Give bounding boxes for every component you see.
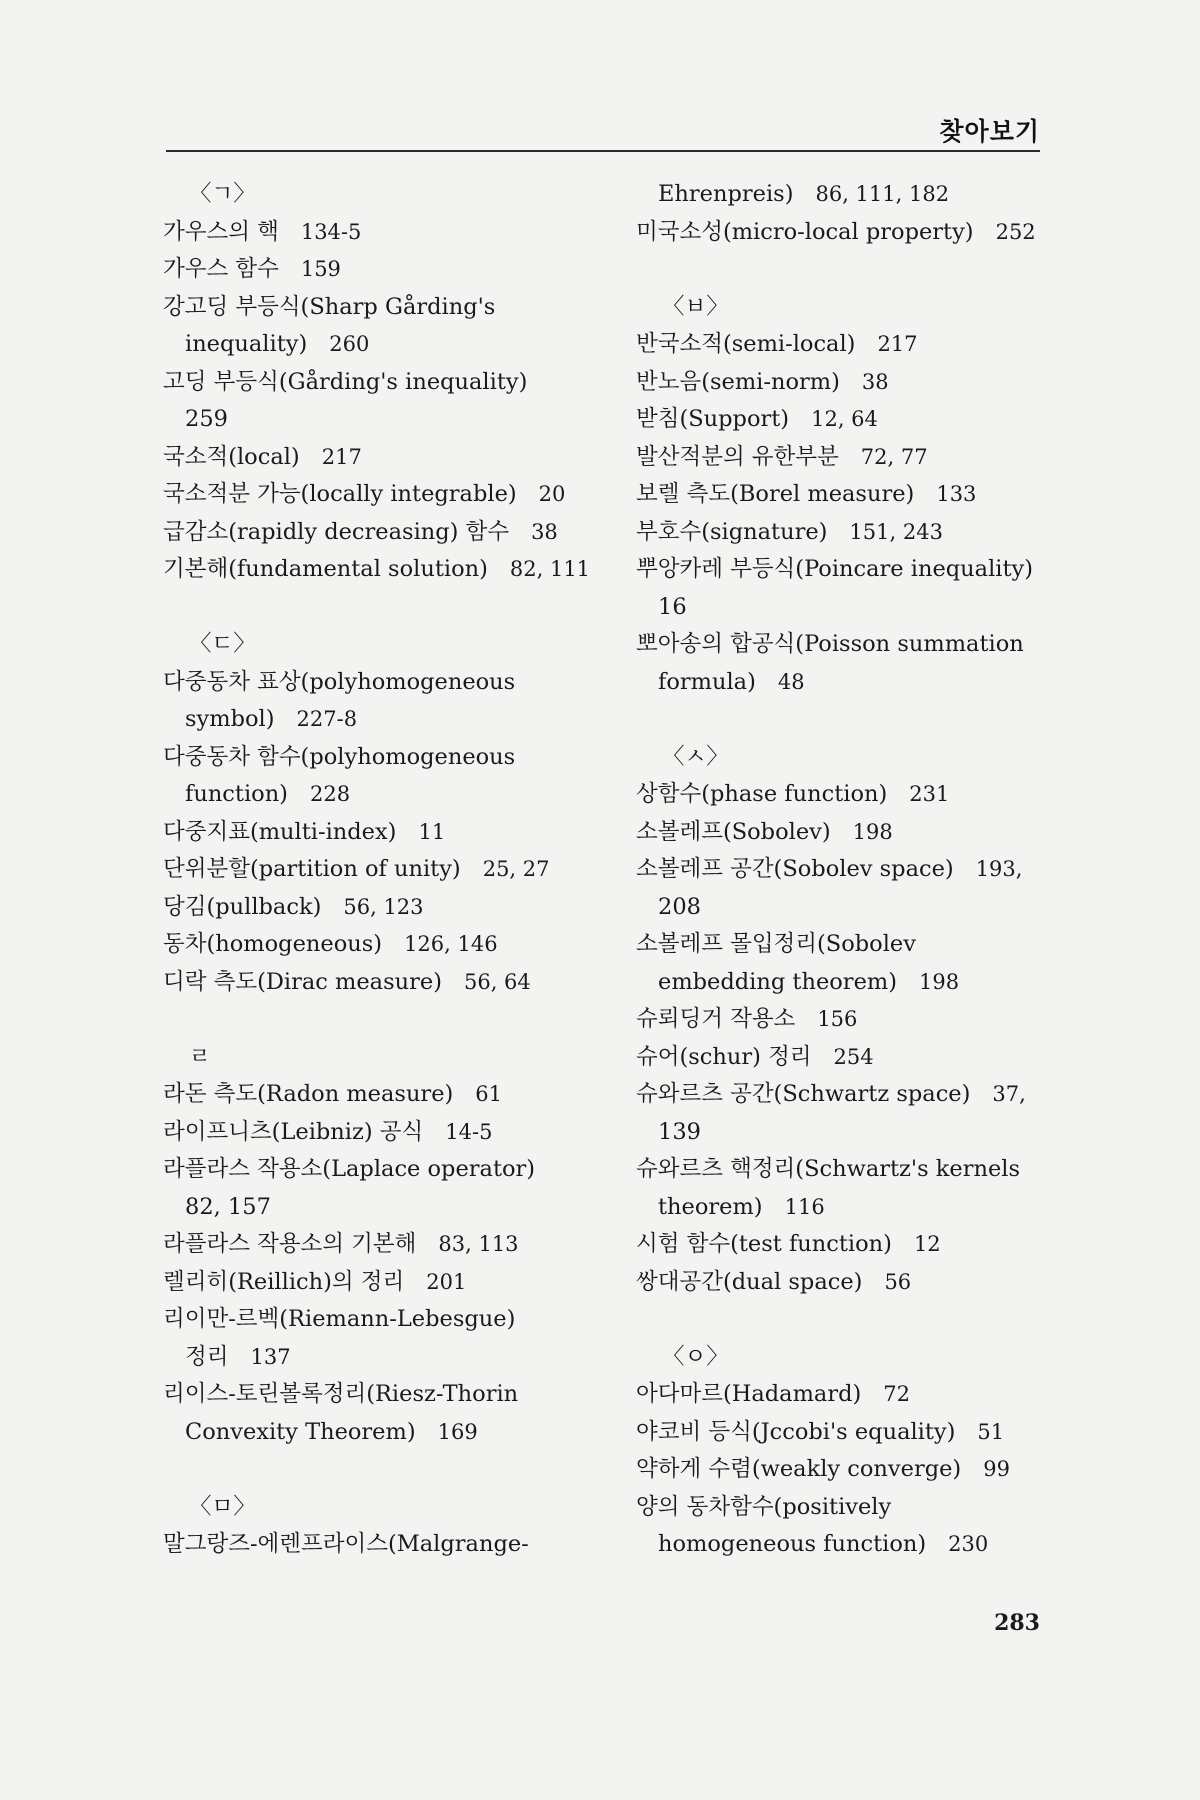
index-term: 다중동차 표상(polyhomogeneous (163, 668, 516, 695)
index-entry (163, 1301, 603, 1339)
index-term: 라돈 측도(Radon measure) (163, 1081, 454, 1107)
index-page-ref: 217 (877, 332, 918, 356)
index-page-ref: 38 (531, 519, 558, 544)
index-entry (163, 401, 603, 439)
index-entry (636, 926, 1076, 964)
index-page-ref: 133 (936, 482, 977, 506)
index-entry (636, 551, 1076, 589)
index-term: 뿌앙카레 부등식(Poincare inequality) (636, 556, 1034, 582)
index-term: 라플라스 작용소(Laplace operator) (163, 1156, 536, 1182)
index-entry (636, 1489, 1076, 1527)
index-term: 당김(pullback) (163, 893, 322, 920)
index-term: 슈와르츠 공간(Schwartz space) (636, 1081, 971, 1107)
index-term: 발산적분의 유한부분 (636, 443, 839, 470)
section-heading: 〈ㅇ〉 (662, 1343, 729, 1370)
index-page-ref: 201 (426, 1269, 467, 1294)
index-page-ref: 198 (852, 819, 893, 844)
section-heading: 〈ㅁ〉 (189, 1493, 256, 1520)
index-term: theorem) (658, 1193, 763, 1220)
index-entry (163, 476, 603, 514)
index-entry (163, 776, 603, 814)
index-entry (636, 1526, 1076, 1564)
page-number: 283 (994, 1610, 1040, 1636)
index-term: 디락 측도(Dirac measure) (163, 968, 442, 995)
index-entry (163, 1076, 603, 1114)
index-page-ref: 116 (784, 1194, 825, 1219)
index-term: 기본해(fundamental solution) (163, 556, 488, 582)
index-entry (636, 476, 1076, 514)
index-term: 말그랑즈-에렌프라이스(Malgrange- (163, 1531, 529, 1557)
index-term: 아다마르(Hadamard) (636, 1381, 862, 1407)
index-term: 약하게 수렴(weakly converge) (636, 1456, 962, 1482)
index-page-ref: 198 (919, 969, 960, 994)
index-term: symbol) (185, 706, 275, 732)
index-term: 16 (658, 593, 687, 620)
index-entry (163, 926, 603, 964)
index-entry (636, 1451, 1076, 1489)
index-term: 동차(homogeneous) (163, 931, 383, 957)
index-entry (163, 1376, 603, 1414)
index-term: 강고딩 부등식(Sharp Gårding's (163, 293, 496, 320)
index-entry (163, 1114, 603, 1152)
index-term: 슈어(schur) 정리 (636, 1043, 812, 1070)
index-page-ref: 25, 27 (482, 857, 550, 881)
index-entry (163, 439, 603, 477)
index-page-ref: 99 (983, 1457, 1010, 1481)
index-term: inequality) (185, 331, 308, 357)
index-entry (163, 1189, 603, 1227)
index-entry (636, 514, 1076, 552)
section-gap (163, 1001, 603, 1039)
index-term: 라플라스 작용소의 기본해 (163, 1231, 417, 1257)
index-page-ref: 38 (861, 369, 889, 394)
index-page-ref: 134-5 (300, 219, 362, 244)
index-term: 뽀아송의 합공식(Poisson summation (636, 631, 1024, 657)
index-page-ref: 137 (250, 1344, 291, 1369)
index-page-ref: 260 (329, 332, 370, 356)
index-term: 139 (658, 1118, 701, 1145)
index-term: 82, 157 (185, 1193, 271, 1220)
index-term: 라이프니츠(Leibniz) 공식 (163, 1118, 424, 1145)
index-page-ref: 37, (992, 1082, 1026, 1106)
index-term: 정리 (185, 1343, 229, 1370)
index-entry (163, 889, 603, 927)
index-term: 받침(Support) (636, 406, 790, 432)
index-entry (163, 364, 603, 402)
index-page-ref: 56, 64 (463, 969, 531, 994)
index-page-ref: 51 (977, 1419, 1005, 1444)
index-entry (636, 401, 1076, 439)
header-rule (166, 150, 1040, 152)
index-term: 미국소성(micro-local property) (636, 218, 974, 245)
index-term: homogeneous function) (658, 1531, 927, 1557)
index-page-ref: 156 (817, 1007, 858, 1031)
index-entry (163, 1151, 603, 1189)
section-heading: ㄹ (189, 1043, 211, 1070)
index-term: 야코비 등식(Jccobi's equality) (636, 1418, 956, 1445)
index-entry (163, 739, 603, 777)
index-entry (163, 514, 603, 552)
index-page-ref: 228 (309, 782, 351, 806)
index-term: 소볼레프 공간(Sobolev space) (636, 856, 954, 882)
index-entry (636, 1039, 1076, 1077)
index-term: embedding theorem) (658, 968, 897, 995)
index-term: 다중동차 함수(polyhomogeneous (163, 743, 516, 770)
index-page-ref: 159 (300, 257, 341, 281)
index-entry (636, 1114, 1076, 1152)
section-heading: 〈ㅂ〉 (662, 293, 729, 320)
index-entry (163, 851, 603, 889)
index-term: 다중지표(multi-index) (163, 818, 397, 845)
index-entry (636, 664, 1076, 702)
index-term: 슈뢰딩거 작용소 (636, 1006, 796, 1032)
index-entry (163, 251, 603, 289)
index-entry (636, 1076, 1076, 1114)
index-entry (163, 326, 603, 364)
index-entry (636, 776, 1076, 814)
index-entry (636, 176, 1076, 214)
index-page-ref: 169 (437, 1419, 478, 1444)
index-entry (163, 1264, 603, 1302)
index-page-ref: 48 (777, 669, 805, 694)
index-page-ref: 56 (884, 1269, 912, 1294)
index-term: 208 (658, 893, 701, 920)
index-entry (636, 851, 1076, 889)
index-term: 렐리히(Reillich)의 정리 (163, 1268, 405, 1295)
index-term: 고딩 부등식(Gårding's inequality) (163, 368, 528, 395)
index-entry (636, 814, 1076, 852)
index-term: 반노음(semi-norm) (636, 368, 840, 395)
index-page-ref: 82, 111 (509, 557, 591, 581)
index-term: function) (185, 781, 288, 807)
index-entry (636, 626, 1076, 664)
index-entry (163, 551, 603, 589)
index-page-ref: 231 (909, 782, 950, 806)
index-page-ref: 14-5 (445, 1119, 493, 1144)
index-entry (636, 1226, 1076, 1264)
index-page-ref: 227-8 (296, 707, 358, 731)
index-term: 상함수(phase function) (636, 781, 888, 807)
section-gap (636, 1301, 1076, 1339)
index-entry (636, 1264, 1076, 1302)
index-page-ref: 72, 77 (860, 444, 928, 469)
index-term: 시험 함수(test function) (636, 1231, 892, 1257)
index-entry (636, 1414, 1076, 1452)
section-heading: 〈ㄱ〉 (189, 181, 256, 207)
index-entry (163, 1414, 603, 1452)
index-entry (163, 1526, 603, 1564)
index-term: 보렐 측도(Borel measure) (636, 481, 915, 507)
index-term: 슈와르츠 핵정리(Schwartz's kernels (636, 1156, 1021, 1182)
index-entry (163, 964, 603, 1002)
index-term: 소볼레프 몰입정리(Sobolev (636, 931, 916, 957)
index-entry (636, 1376, 1076, 1414)
index-page-ref: 252 (995, 219, 1036, 244)
index-term: 소볼레프(Sobolev) (636, 818, 831, 845)
index-page-ref: 217 (321, 444, 362, 469)
index-term: 259 (185, 406, 228, 432)
section-gap (636, 251, 1076, 289)
index-entry (636, 1001, 1076, 1039)
index-page-ref: 11 (418, 819, 446, 844)
index-entry (163, 289, 603, 327)
index-term: Convexity Theorem) (185, 1418, 416, 1445)
index-term: 국소적분 가능(locally integrable) (163, 481, 517, 507)
index-entry (163, 664, 603, 702)
index-term: 부호수(signature) (636, 518, 828, 545)
index-column-left (163, 176, 603, 1564)
index-page-ref: 254 (833, 1044, 874, 1069)
index-term: 리이스-토린볼록정리(Riesz-Thorin (163, 1381, 519, 1407)
index-entry (636, 214, 1076, 252)
index-entry (636, 889, 1076, 927)
index-entry (163, 814, 603, 852)
index-term: 쌍대공간(dual space) (636, 1268, 863, 1295)
index-entry (636, 964, 1076, 1002)
index-term: formula) (658, 668, 756, 695)
section-gap (636, 701, 1076, 739)
index-page-ref: 126, 146 (404, 932, 498, 956)
index-page-ref: 83, 113 (438, 1232, 519, 1256)
index-term: 급감소(rapidly decreasing) 함수 (163, 518, 510, 545)
section-gap (163, 589, 603, 627)
index-term: 양의 동차함수(positively (636, 1493, 892, 1520)
section-heading: 〈ㄷ〉 (189, 631, 256, 657)
index-entry (163, 701, 603, 739)
page-header-title: 찾아보기 (939, 117, 1040, 146)
index-term: 반국소적(semi-local) (636, 331, 856, 357)
index-page-ref: 230 (948, 1532, 989, 1556)
index-page-ref: 193, (975, 857, 1023, 881)
index-entry (163, 1226, 603, 1264)
section-heading: 〈ㅅ〉 (662, 743, 729, 770)
index-page-ref: 151, 243 (849, 519, 943, 544)
index-page-ref: 72 (883, 1382, 910, 1406)
index-page-ref: 12 (913, 1232, 941, 1256)
index-term: 리이만-르벡(Riemann-Lebesgue) (163, 1306, 516, 1332)
index-column-right (636, 176, 1076, 1564)
index-entry (636, 439, 1076, 477)
index-entry (163, 214, 603, 252)
index-entry (636, 589, 1076, 627)
index-page-ref: 20 (538, 482, 566, 506)
index-entry (636, 326, 1076, 364)
index-entry (163, 1339, 603, 1377)
index-entry (636, 364, 1076, 402)
index-page-ref: 56, 123 (343, 894, 424, 919)
section-gap (163, 1451, 603, 1489)
index-page-ref: 12, 64 (811, 407, 878, 431)
index-term: 가우스의 핵 (163, 218, 279, 245)
index-page-ref: 86, 111, 182 (815, 182, 950, 206)
index-term: 국소적(local) (163, 443, 300, 470)
index-page-ref: 61 (475, 1082, 503, 1106)
index-entry (636, 1151, 1076, 1189)
index-term: Ehrenpreis) (658, 181, 794, 207)
index-term: 가우스 함수 (163, 256, 279, 282)
index-term: 단위분할(partition of unity) (163, 856, 461, 882)
index-entry (636, 1189, 1076, 1227)
